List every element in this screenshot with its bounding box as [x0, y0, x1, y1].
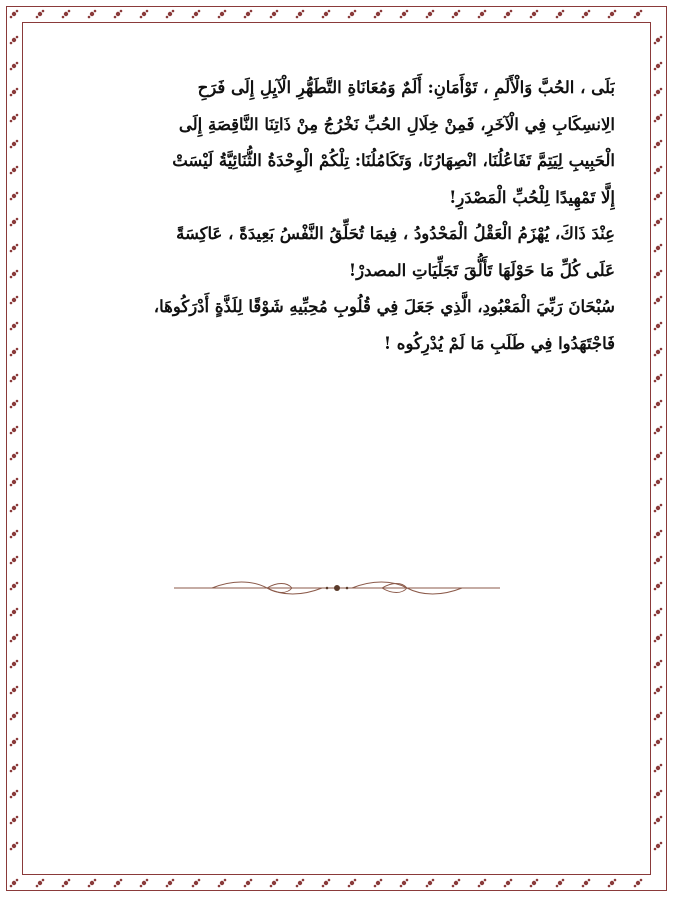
floral-corner-icon — [36, 879, 45, 888]
floral-corner-icon — [654, 556, 663, 565]
floral-corner-icon — [348, 10, 357, 19]
floral-corner-icon — [582, 10, 591, 19]
floral-corner-icon — [654, 764, 663, 773]
floral-corner-icon — [296, 10, 305, 19]
floral-corner-icon — [374, 10, 383, 19]
floral-corner-icon — [478, 879, 487, 888]
floral-corner-icon — [166, 879, 175, 888]
floral-corner-icon — [654, 634, 663, 643]
floral-corner-icon — [270, 10, 279, 19]
floral-corner-icon — [654, 790, 663, 799]
floral-corner-icon — [218, 10, 227, 19]
floral-corner-icon — [62, 879, 71, 888]
floral-corner-icon — [10, 114, 19, 123]
floral-corner-icon — [654, 426, 663, 435]
floral-corner-icon — [654, 686, 663, 695]
floral-corner-icon — [10, 879, 19, 888]
floral-corner-icon — [10, 374, 19, 383]
floral-corner-icon — [192, 879, 201, 888]
floral-corner-icon — [654, 582, 663, 591]
text-line-3: الْحَبِيبِ لِيَتِمَّ تَفَاعُلُنَا، انْصِهَارُنَا، وَتَكَامُلُنَا: تِلْكُمْ الْوِحْدَةُ الثُّنَائِيَّةُ لَيْسَتْ — [172, 151, 615, 170]
floral-corner-icon — [218, 879, 227, 888]
floral-corner-icon — [10, 504, 19, 513]
floral-corner-icon — [10, 62, 19, 71]
floral-corner-icon — [452, 879, 461, 888]
floral-corner-icon — [426, 10, 435, 19]
floral-corner-icon — [10, 400, 19, 409]
floral-corner-icon — [654, 530, 663, 539]
floral-corner-icon — [654, 62, 663, 71]
floral-corner-icon — [10, 140, 19, 149]
floral-corner-icon — [10, 88, 19, 97]
floral-corner-icon — [654, 296, 663, 305]
floral-corner-icon — [654, 114, 663, 123]
floral-corner-icon — [556, 879, 565, 888]
floral-corner-icon — [654, 842, 663, 851]
floral-corner-icon — [654, 712, 663, 721]
floral-corner-icon — [608, 879, 617, 888]
floral-corner-icon — [10, 790, 19, 799]
floral-corner-icon — [88, 10, 97, 19]
floral-corner-icon — [244, 879, 253, 888]
text-line-5: عِنْدَ ذَاكَ، يُهْزَمُ الْعَقْلُ الْمَحْدُودُ ، فِيمَا تُحَلِّقُ النَّفْسُ بَعِيدَةً ، عَاكِسَةً — [176, 224, 615, 243]
floral-corner-icon — [88, 879, 97, 888]
floral-corner-icon — [348, 879, 357, 888]
floral-corner-icon — [140, 10, 149, 19]
floral-corner-icon — [10, 36, 19, 45]
floral-corner-icon — [654, 348, 663, 357]
floral-corner-icon — [654, 504, 663, 513]
floral-corner-icon — [244, 10, 253, 19]
floral-corner-icon — [322, 10, 331, 19]
floral-corner-icon — [654, 660, 663, 669]
floral-corner-icon — [654, 608, 663, 617]
floral-corner-icon — [10, 348, 19, 357]
floral-corner-icon — [10, 634, 19, 643]
floral-corner-icon — [140, 879, 149, 888]
text-line-4: إِلَّا تَمْهِيدًا لِلْحُبِّ الْمَصْدَرِ! — [449, 187, 615, 207]
floral-corner-icon — [10, 712, 19, 721]
floral-corner-icon — [374, 879, 383, 888]
floral-corner-icon — [654, 218, 663, 227]
floral-corner-icon — [270, 879, 279, 888]
floral-corner-icon — [10, 270, 19, 279]
floral-corner-icon — [654, 244, 663, 253]
floral-corner-icon — [10, 478, 19, 487]
floral-corner-icon — [426, 879, 435, 888]
floral-corner-icon — [10, 530, 19, 539]
floral-corner-icon — [10, 686, 19, 695]
floral-corner-icon — [10, 842, 19, 851]
floral-corner-icon — [10, 582, 19, 591]
floral-corner-icon — [10, 244, 19, 253]
floral-corner-icon — [582, 879, 591, 888]
floral-corner-icon — [10, 816, 19, 825]
floral-corner-icon — [654, 192, 663, 201]
floral-corner-icon — [10, 322, 19, 331]
floral-corner-icon — [654, 166, 663, 175]
floral-corner-icon — [654, 270, 663, 279]
body-text — [55, 70, 615, 362]
floral-corner-icon — [608, 10, 617, 19]
floral-corner-icon — [452, 10, 461, 19]
floral-corner-icon — [36, 10, 45, 19]
floral-corner-icon — [166, 10, 175, 19]
floral-corner-icon — [654, 816, 663, 825]
ornamental-divider-icon — [172, 578, 502, 598]
floral-corner-icon — [654, 400, 663, 409]
floral-corner-icon — [10, 764, 19, 773]
floral-corner-icon — [10, 426, 19, 435]
floral-corner-icon — [10, 660, 19, 669]
floral-corner-icon — [62, 10, 71, 19]
floral-corner-icon — [10, 218, 19, 227]
text-line-8: فَاجْتَهَدُوا فِي طَلَبِ مَا لَمْ يُدْرِكُوه ! — [383, 333, 615, 353]
floral-corner-icon — [322, 879, 331, 888]
floral-corner-icon — [530, 879, 539, 888]
floral-corner-icon — [10, 556, 19, 565]
text-line-2: الِانسِكَابِ فِي الْآخَرِ، فَمِنْ خِلَالِ الحُبِّ نَخْرُجُ مِنْ ذَاتِنَا النَّاقِصَةِ إِلَى — [178, 114, 615, 134]
floral-corner-icon — [556, 10, 565, 19]
floral-corner-icon — [634, 10, 643, 19]
floral-corner-icon — [400, 879, 409, 888]
floral-corner-icon — [654, 36, 663, 45]
floral-corner-icon — [654, 374, 663, 383]
floral-corner-icon — [504, 10, 513, 19]
floral-corner-icon — [192, 10, 201, 19]
floral-corner-icon — [530, 10, 539, 19]
floral-corner-icon — [654, 478, 663, 487]
floral-corner-icon — [654, 88, 663, 97]
floral-corner-icon — [400, 10, 409, 19]
floral-corner-icon — [654, 140, 663, 149]
floral-corner-icon — [10, 738, 19, 747]
floral-corner-icon — [10, 608, 19, 617]
floral-corner-icon — [10, 296, 19, 305]
floral-corner-icon — [114, 879, 123, 888]
floral-corner-icon — [654, 738, 663, 747]
floral-corner-icon — [10, 166, 19, 175]
floral-corner-icon — [654, 322, 663, 331]
floral-corner-icon — [654, 452, 663, 461]
floral-corner-icon — [634, 879, 643, 888]
floral-corner-icon — [478, 10, 487, 19]
floral-corner-icon — [504, 879, 513, 888]
text-line-7: سُبْحَانَ رَبِّيَ الْمَعْبُودِ، الَّذِي جَعَلَ فِي قُلُوبِ مُحِبِّيهِ شَوْقًا لِلَذَّةٍ أَدْرَكُوهَا، — [153, 297, 615, 316]
floral-corner-icon — [10, 452, 19, 461]
floral-corner-icon — [114, 10, 123, 19]
floral-corner-icon — [10, 192, 19, 201]
text-line-6: عَلَى كُلِّ مَا حَوْلَهَا تَأَلُّقَ تَجَلِّيَاتِ المصدرْ! — [348, 260, 615, 280]
text-line-1: بَلَى ، الحُبَّ وَالْأَلَمِ ، تَوْأَمَانِ: أَلَمٌ وَمُعَانَاةِ التَّطَهُّرِ الْآيِلِ إِلَى فَرَحِ — [197, 78, 615, 97]
floral-corner-icon — [296, 879, 305, 888]
floral-corner-icon — [10, 10, 19, 19]
